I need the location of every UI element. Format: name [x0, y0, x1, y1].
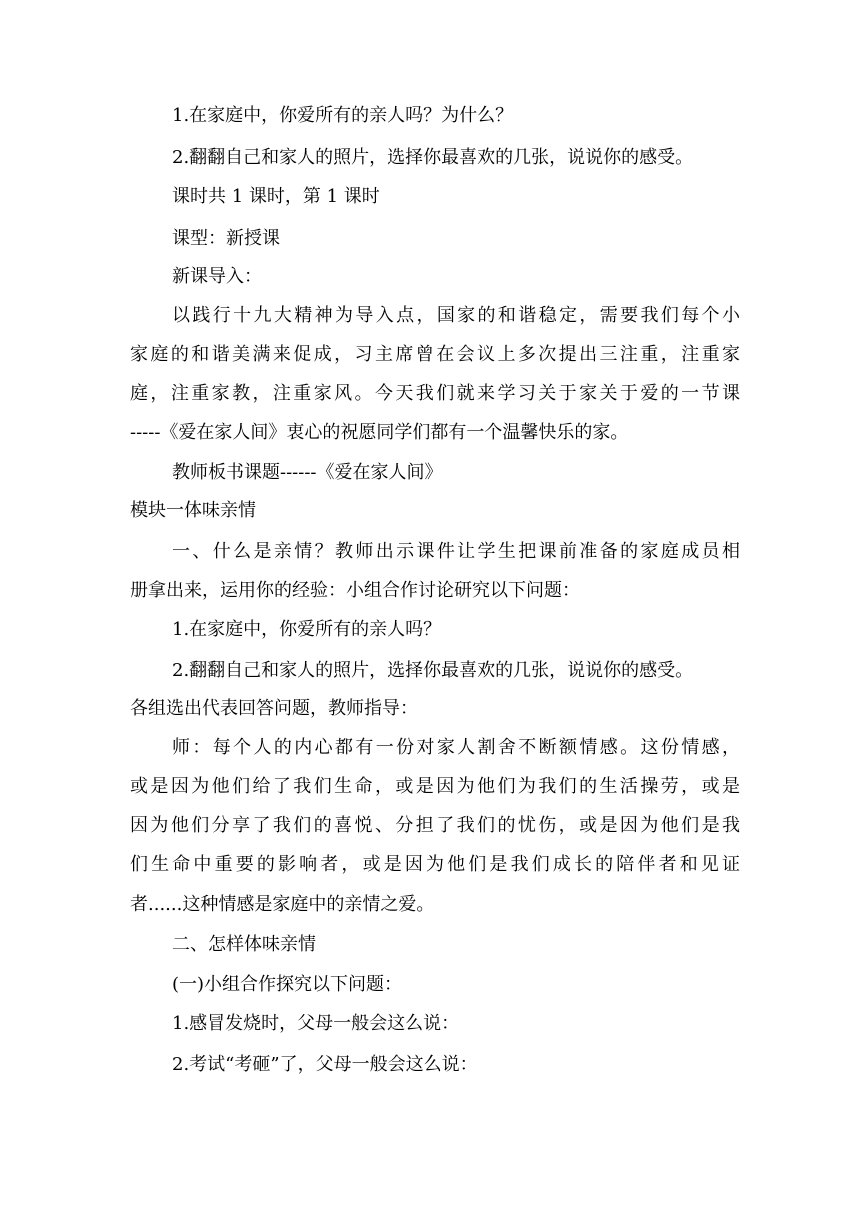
intro-paragraph-line-3: 庭，注重家教，注重家风。今天我们就来学习关于家关于爱的一节课	[130, 383, 740, 404]
what-is-family-love-line-1: 一、什么是亲情？教师出示课件让学生把课前准备的家庭成员相	[172, 541, 740, 562]
lesson-count-line: 课时共 1 课时，第 1 课时	[172, 186, 380, 207]
intro-paragraph-line-4: -----《爱在家人间》衷心的祝愿同学们都有一个温馨快乐的家。	[130, 422, 629, 443]
question-2-line: 2.翻翻自己和家人的照片，选择你最喜欢的几张，说说你的感受。	[172, 147, 694, 168]
teacher-paragraph-line-5: 者......这种情感是家庭中的亲情之爱。	[130, 894, 435, 915]
intro-paragraph-line-2: 家庭的和谐美满来促成，习主席曾在会议上多次提出三注重，注重家	[130, 344, 740, 365]
explore-question-1: 1.感冒发烧时，父母一般会这么说：	[172, 1013, 460, 1034]
question-1-line: 1.在家庭中，你爱所有的亲人吗？为什么？	[172, 105, 514, 126]
group-explore-line: (一)小组合作探究以下问题：	[172, 974, 403, 995]
explore-question-2: 2.考试“考砸”了，父母一般会这么说：	[172, 1054, 478, 1075]
discussion-question-2: 2.翻翻自己和家人的照片，选择你最喜欢的几张，说说你的感受。	[172, 660, 694, 681]
board-title-line: 教师板书课题------《爱在家人间》	[172, 462, 443, 483]
group-answer-line: 各组选出代表回答问题，教师指导：	[130, 698, 418, 719]
new-lesson-intro-heading: 新课导入：	[172, 266, 262, 287]
teacher-paragraph-line-3: 因为他们分享了我们的喜悦、分担了我们的忧伤，或是因为他们是我	[130, 815, 740, 836]
what-is-family-love-line-2: 册拿出来，运用你的经验：小组合作讨论研究以下问题：	[130, 580, 580, 601]
discussion-question-1: 1.在家庭中，你爱所有的亲人吗？	[172, 619, 442, 640]
section-two-heading: 二、怎样体味亲情	[172, 934, 316, 955]
teacher-paragraph-line-4: 们生命中重要的影响者，或是因为他们是我们成长的陪伴者和见证	[130, 854, 740, 875]
teacher-paragraph-line-2: 或是因为他们给了我们生命，或是因为他们为我们的生活操劳，或是	[130, 776, 740, 797]
teacher-paragraph-line-1: 师：每个人的内心都有一份对家人割舍不断额情感。这份情感，	[172, 737, 740, 758]
lesson-type-line: 课型：新授课	[172, 228, 280, 249]
intro-paragraph-line-1: 以践行十九大精神为导入点，国家的和谐稳定，需要我们每个小	[172, 305, 740, 326]
module-one-heading: 模块一体味亲情	[130, 500, 256, 521]
